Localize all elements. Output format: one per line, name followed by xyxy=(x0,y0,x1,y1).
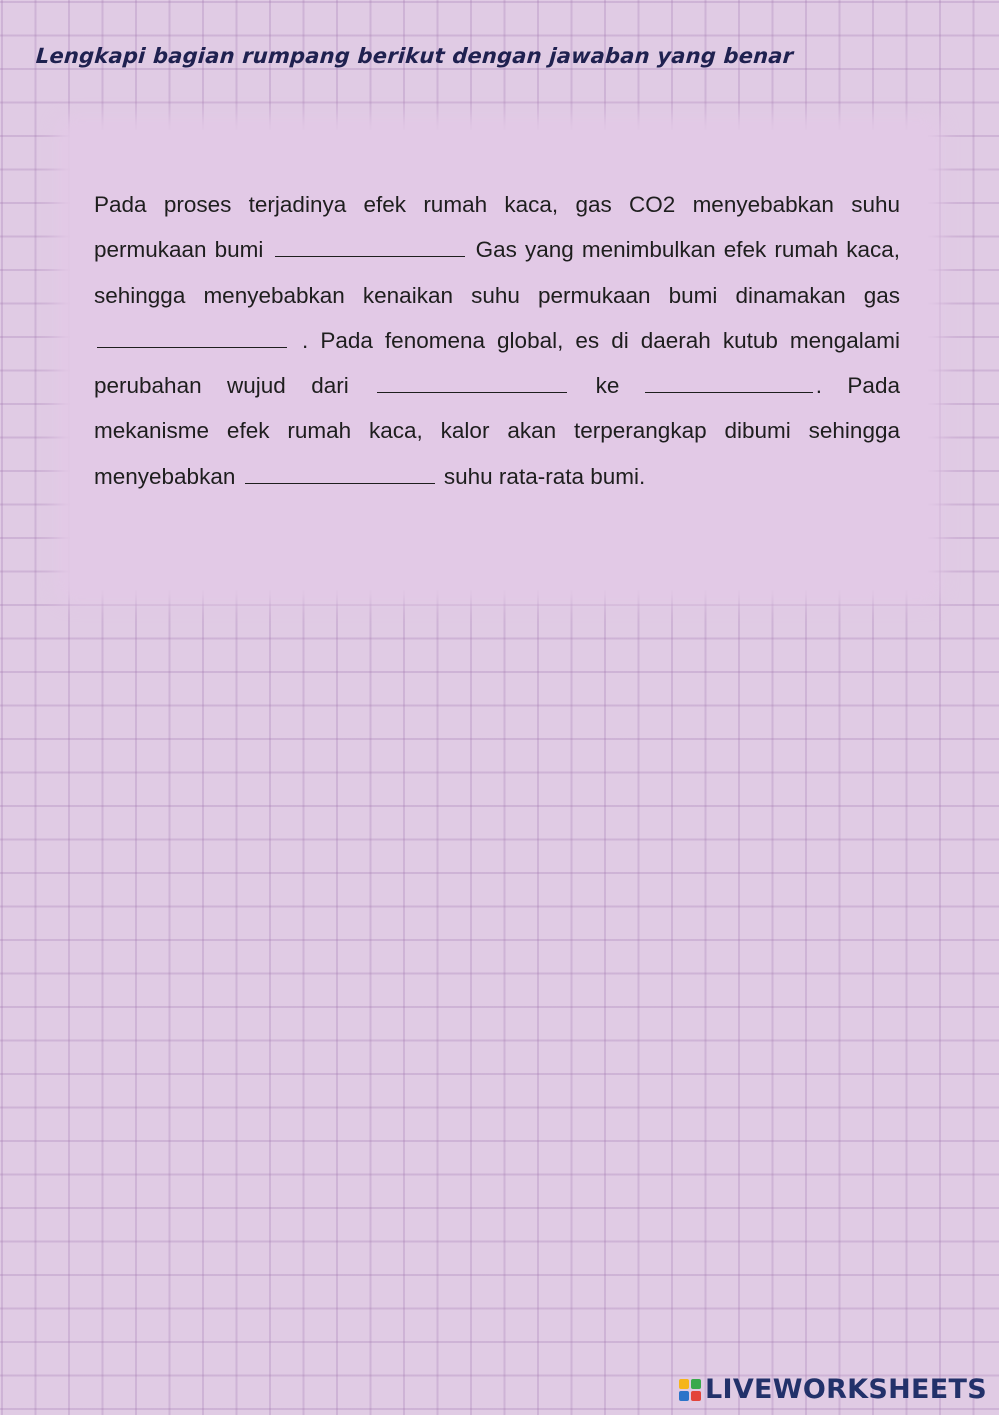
passage-text-6: suhu rata-rata bumi. xyxy=(443,463,646,489)
answer-blank-5[interactable] xyxy=(245,461,435,484)
liveworksheets-logo xyxy=(679,1374,987,1405)
fill-in-passage xyxy=(94,182,900,499)
passage-text-3: . Pada fenomena global, es di daerah kutub mengalami perubahan wujud dari xyxy=(94,327,900,399)
logo-grid-icon xyxy=(679,1379,701,1401)
answer-blank-1[interactable] xyxy=(275,234,465,257)
logo-square-red xyxy=(691,1391,701,1401)
logo-square-blue xyxy=(679,1391,689,1401)
answer-blank-2[interactable] xyxy=(97,325,287,348)
answer-blank-3[interactable] xyxy=(377,370,567,393)
passage-text-5: . Pada mekanisme efek rumah kaca, kalor akan terperangkap dibumi sehingga menyebabkan xyxy=(94,373,900,489)
answer-blank-4[interactable] xyxy=(645,370,813,393)
passage-text-2: Gas yang menimbulkan efek rumah kaca, sehingga menyebabkan kenaikan suhu permukaan bumi dinamakan gas xyxy=(94,237,900,308)
passage-text-4: ke xyxy=(595,373,620,399)
logo-text: LIVEWORKSHEETS xyxy=(704,1374,987,1405)
logo-square-yellow xyxy=(679,1379,689,1389)
logo-square-green xyxy=(691,1379,701,1389)
passage-text-1: Pada proses terjadinya efek rumah kaca, gas CO2 menyebabkan suhu permukaan bumi xyxy=(94,192,900,263)
worksheet-title: Lengkapi bagian rumpang berikut dengan jawaban yang benar xyxy=(35,44,795,68)
